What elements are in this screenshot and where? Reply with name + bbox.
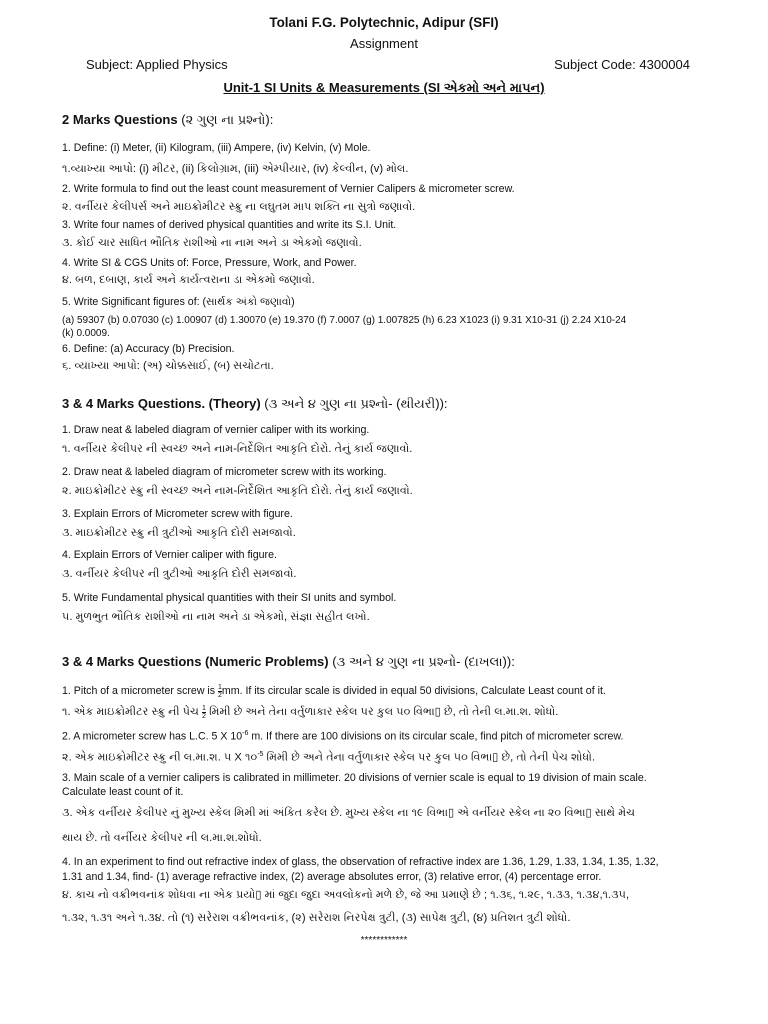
numeric-question-4-en-line-2: 1.31 and 1.34, find- (1) average refractive index, (2) average absolutes error, (3) relative error, (4) percentage error. [62, 871, 602, 883]
numeric-question-3-gu-line-1: ૩. એક વર્નીયર કેલીપર નું મુખ્ય સ્કેલ મિમી માં અંકિત કરેલ છે. મુખ્ય સ્કેલ ના ૧૯ વિભા▯ એ વર્નીયર સ્કેલ ના ૨૦ વિભા▯ સાથે મેચ [62, 807, 636, 819]
numeric-question-3-gu-line-2: થાય છે. તો વર્નીયર કેલીપર ની લ.મા.શ.શોધો. [62, 832, 262, 844]
institute-name: Tolani F.G. Polytechnic, Adipur (SFI) [269, 15, 499, 30]
numeric-question-1-gu-text-a: ૧. એક માઇક્રોમીટર સ્ક્રુ ની પેચ [62, 706, 199, 718]
section-heading-gujarati: (૩ અને ૪ ગુણ ના પ્રશ્નો- (દાખલા)): [332, 654, 515, 669]
theory-question-2-en: 2. Draw neat & labeled diagram of micrometer screw with its working. [62, 466, 387, 478]
fraction-half-gu [202, 705, 206, 720]
question-2-gu: ૨. વર્નીયર કેલીપર્સ અને માઇક્રોમીટર સ્ક્રુ ના લઘુતમ માપ શક્તિ ના સુત્રો જણાવો. [62, 201, 416, 213]
section-heading-text: 3 & 4 Marks Questions. (Theory) [62, 396, 261, 411]
subject-code: Subject Code: 4300004 [554, 57, 690, 72]
numeric-question-1-en [62, 684, 728, 699]
fraction-denominator: 2 [218, 692, 222, 699]
numeric-question-2-en [62, 727, 728, 744]
question-1-en: 1. Define: (i) Meter, (ii) Kilogram, (iii) Ampere, (iv) Kelvin, (v) Mole. [62, 142, 371, 154]
theory-question-4-gu: ૩. વર્નીયર કેલીપર ની ત્રુટીઓ આકૃતિ દોરી સમજાવો. [62, 568, 297, 580]
section-heading-text: 2 Marks Questions [62, 112, 178, 127]
numeric-question-2-en-text-b: m. If there are 100 divisions on its circular scale, find pitch of micrometer screw. [248, 730, 624, 743]
theory-question-2-gu: ૨. માઇક્રોમીટર સ્ક્રુ ની સ્વચ્છ અને નામ-નિર્દેશિત આકૃતિ દોરો. તેનું કાર્ય જણાવો. [62, 485, 413, 497]
section-heading-numeric [62, 655, 728, 669]
theory-question-4-en: 4. Explain Errors of Vernier caliper with figure. [62, 549, 277, 561]
section-heading-theory [62, 397, 728, 411]
section-heading-text: 3 & 4 Marks Questions (Numeric Problems) [62, 654, 329, 669]
numeric-question-2-gu-text-a: ૨. એક માઇક્રોમીટર સ્ક્રુ ની લ.મા.શ. ૫ X ૧૦ [62, 751, 258, 764]
question-4-en: 4. Write SI & CGS Units of: Force, Pressure, Work, and Power. [62, 257, 357, 269]
fraction-numerator: 1 [218, 684, 222, 691]
exponent: -6 [242, 730, 249, 737]
question-6-en: 6. Define: (a) Accuracy (b) Precision. [62, 343, 235, 355]
numeric-question-1-gu [62, 705, 728, 720]
fraction-denominator: 2 [202, 713, 206, 720]
theory-question-5-en: 5. Write Fundamental physical quantities with their SI units and symbol. [62, 592, 397, 604]
numeric-question-2-gu-text-b: મિમી છે અને તેના વર્તુળાકાર સ્કેલ પર કુલ ૫૦ વિભા▯ છે, તો તેની પેચ શોધો. [263, 751, 596, 764]
section-heading-gujarati: (૩ અને ૪ ગુણ ના પ્રશ્નો- (થીયરી)): [264, 396, 448, 411]
question-6-gu: ૬. વ્યાખ્યા આપો: (અ) ચોક્કસાઈ, (બ) સચોટતા. [62, 360, 274, 372]
numeric-question-1-en-text-b: mm. If its circular scale is divided in equal 50 divisions, Calculate Least count of it. [221, 685, 606, 697]
end-marker: ************ [360, 935, 408, 946]
unit-title: Unit-1 SI Units & Measurements (SI એકમો અને માપન) [223, 80, 545, 95]
numeric-question-4-gu-line-2: ૧.૩૨, ૧.૩૧ અને ૧.૩૪. તો (૧) સરેરાશ વક્રીભવનાંક, (૨) સરેરાશ નિરપેક્ષ ત્રુટી, (૩) સાપેક્ષ ત્રુટી, (૪) પ્રતિશત ત્રુટી શોધો. [62, 912, 571, 924]
numeric-question-3-en-line-2: Calculate least count of it. [62, 786, 184, 798]
theory-question-5-gu: ૫. મુળભુત ભૌતિક રાશીઓ ના નામ અને ડા એકમો, સંજ્ઞા સહીત લખો. [62, 611, 370, 623]
numeric-question-2-en-text-a: 2. A micrometer screw has L.C. 5 X 10 [62, 730, 243, 743]
question-5-list-2: (k) 0.0009. [62, 328, 110, 339]
theory-question-3-en: 3. Explain Errors of Micrometer screw with figure. [62, 508, 293, 520]
question-5-list-1: (a) 59307 (b) 0.07030 (c) 1.00907 (d) 1.30070 (e) 19.370 (f) 7.0007 (g) 1.007825 (h) 6.23 X1023 (i) 9.31 X10-31 (j) 2.24 X10-24 [62, 315, 627, 326]
question-2-en: 2. Write formula to find out the least count measurement of Vernier Calipers & micrometer screw. [62, 183, 515, 195]
numeric-question-4-gu-line-1: ૪. કાચ નો વક્રીભવનાંક શોધવા ના એક પ્રયો▯ માં જુદા જુદા અવલોકનો મળે છે, જે આ પ્રમાણે છે ; ૧.૩૬, ૧.૨૯, ૧.૩૩, ૧.૩૪,૧.૩૫, [62, 889, 630, 901]
question-1-gu: ૧.વ્યાખ્યા આપો: (i) મીટર, (ii) કિલોગ્રામ, (iii) એમ્પીયાર, (iv) કેલ્વીન, (v) મોલ. [62, 163, 409, 175]
subject-name: Subject: Applied Physics [86, 57, 228, 72]
question-3-gu: ૩. કોઈ ચાર સાધિત ભૌતિક રાશીઓ ના નામ અને ડા એકમો જણાવો. [62, 237, 362, 249]
document-type: Assignment [350, 36, 418, 51]
question-5-en: 5. Write Significant figures of: (સાર્થક અંકો જણાવો) [62, 296, 295, 308]
section-heading-gujarati: (૨ ગુણ ના પ્રશ્નો): [181, 112, 274, 127]
fraction-numerator: 1 [202, 705, 206, 712]
exponent: -5 [257, 751, 264, 758]
question-3-en: 3. Write four names of derived physical quantities and write its S.I. Unit. [62, 219, 397, 231]
numeric-question-2-gu [62, 748, 728, 765]
numeric-question-3-en-line-1: 3. Main scale of a vernier calipers is calibrated in millimeter. 20 divisions of vernier scale is equal to 19 division of main scale. [62, 772, 647, 784]
theory-question-3-gu: ૩. માઇક્રોમીટર સ્ક્રુ ની ત્રુટીઓ આકૃતિ દોરી સમજાવો. [62, 527, 296, 539]
question-4-gu: ૪. બળ, દબાણ, કાર્ય અને કાર્યત્વરાના ડા એકમો જણાવો. [62, 274, 315, 286]
section-heading-2-marks [62, 113, 728, 127]
theory-question-1-en: 1. Draw neat & labeled diagram of vernier caliper with its working. [62, 424, 370, 436]
numeric-question-1-gu-text-b: મિમી છે અને તેના વર્તુળાકાર સ્કેલ પર કુલ ૫૦ વિભા▯ છે, તો તેની લ.મા.શ. શોધો. [209, 706, 559, 718]
theory-question-1-gu: ૧. વર્નીયર કેલીપર ની સ્વચ્છ અને નામ-નિર્દેશિત આકૃતિ દોરો. તેનું કાર્ય જણાવો. [62, 443, 413, 455]
numeric-question-1-en-text-a: 1. Pitch of a micrometer screw is [62, 685, 216, 697]
numeric-question-4-en-line-1: 4. In an experiment to find out refractive index of glass, the observation of refractive index are 1.36, 1.29, 1.33, 1.34, 1.35, 1.32, [62, 856, 659, 868]
